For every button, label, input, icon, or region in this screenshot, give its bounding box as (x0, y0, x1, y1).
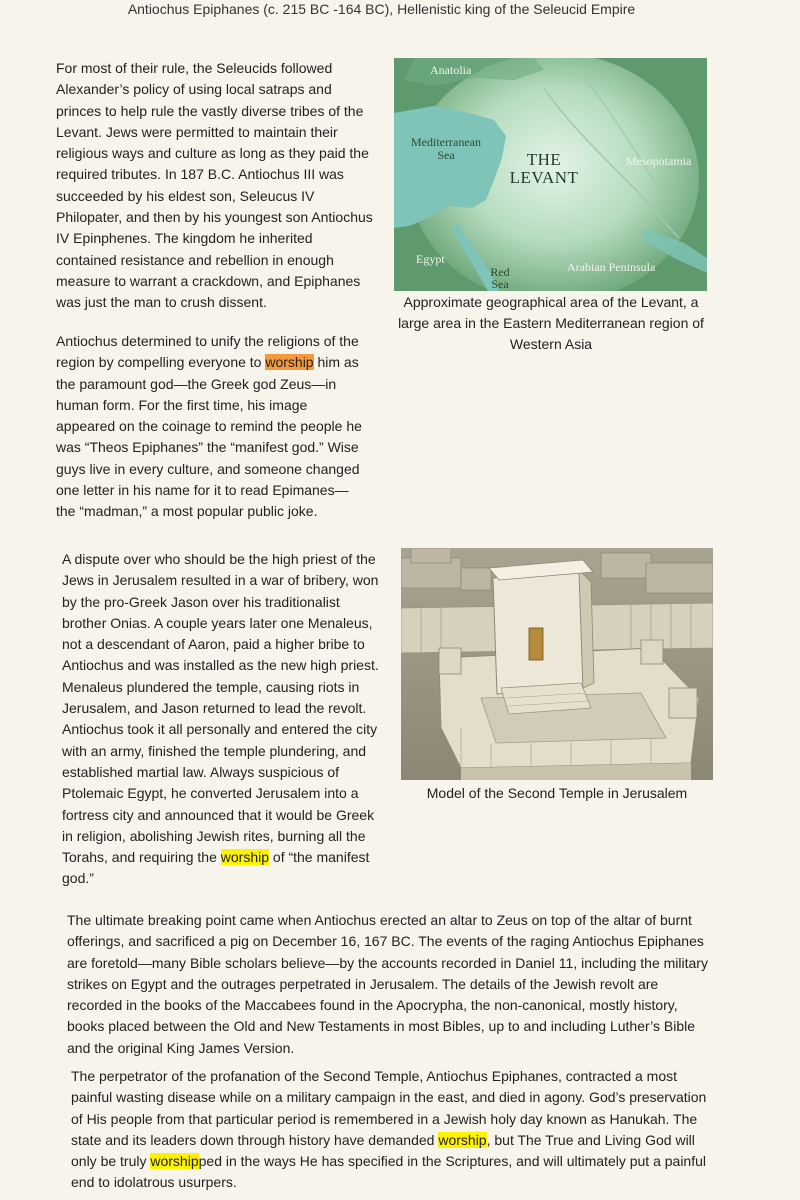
map-label-the: THE (526, 150, 562, 169)
map-label-red-sea: Sea (491, 277, 509, 291)
map-label-levant: LEVANT (509, 168, 579, 187)
map-label-mesopotamia: Mesopotamia (626, 154, 692, 168)
paragraph-breaking-point: The ultimate breaking point came when Antiochus erected an altar to Zeus on top of the altar of burnt offerings, and sacrificed a pig on December 16, 167 BC. The events of the raging Antiochus Epiphanes are foretold—many Bible scholars believe—by the accounts recorded in Daniel 11, including the military strikes on Egypt and the outrages perpetrated in Jerusalem. The details of the Jewish revolt are recorded in the books of the Maccabees found in the Apocrypha, the non-canonical, mostly history, books placed between the Old and New Testaments in most Bibles, up to and including Luther’s Bible and the original King James Version. (67, 912, 708, 1056)
map-label-anatolia: Anatolia (430, 63, 472, 77)
top-caption: Antiochus Epiphanes (c. 215 BC -164 BC), Hellenistic king of the Seleucid Empire (127, 1, 636, 17)
map-caption: Approximate geographical area of the Levant, a large area in the Eastern Mediterranean region of Western Asia (398, 294, 704, 352)
highlight-worship-yellow: worship (438, 1131, 487, 1148)
paragraph-text: Antiochus determined to unify the religions of the region by compelling everyone to (56, 333, 359, 371)
temple-caption: Model of the Second Temple in Jerusalem (426, 785, 688, 801)
map-label-sea: Sea (437, 148, 455, 162)
paragraph-text: A dispute over who should be the high priest of the Jews in Jerusalem resulted in a war of bribery, won by the pro-Greek Jason over his traditionalist brother Onias. A couple years later one Menaleus, not a descendant of Aaron, paid a higher bribe to Antiochus and was installed as the new high priest. Menaleus plundered the temple, causing riots in Jerusalem, and Jason returned to lead the revolt. Antiochus took it all personally and entered the city with an army, finished the temple plundering, and established martial law. Always suspicious of Ptolemaic Egypt, he converted Jerusalem into a fortress city and announced that it would be Greek in religion, abolishing Jewish rites, burning all the Torahs, and requiring the (62, 551, 379, 866)
highlight-worship-yellow: worship (150, 1153, 199, 1170)
temple-model-graphic (401, 548, 713, 780)
paragraph-profanation (71, 1066, 721, 1194)
second-temple-model-image (401, 548, 713, 780)
paragraph-seleucid-rule: For most of their rule, the Seleucids followed Alexander’s policy of using local satraps and princes to help rule the vastly diverse tribes of the Levant. Jews were permitted to maintain their religious ways and culture as long as they paid the required tributes. In 187 B.C. Antiochus III was succeeded by his eldest son, Seleucus IV Philopater, and then by his youngest son Antiochus IV Epinphenes. The kingdom he inherited contained resistance and rebellion in enough measure to warrant a crackdown, and Epiphanes was just the man to crush dissent. (56, 60, 373, 311)
map-label-red: Red (490, 265, 510, 279)
paragraph-text: , but The True and Living God will only be truly (71, 1131, 695, 1170)
paragraph-high-priest-dispute (62, 549, 380, 890)
map-label-mediterranean: Mediterranean (411, 135, 481, 149)
map-label-the-levant (494, 151, 594, 187)
paragraph-text: The perpetrator of the profanation of the Second Temple, Antiochus Epiphanes, contracted a most painful wasting disease while on a military campaign in the east, and died in agony. God’s preservation of His people from that particular period is remembered in a Jewish holy day known as Hanukah. The state and its leaders down through history have demanded (71, 1068, 707, 1148)
highlight-worship-orange: worship (265, 354, 314, 371)
paragraph-text: ped in the ways He has specified in the Scriptures, and will ultimately put a painful end to idolatrous usurpers. (71, 1153, 707, 1191)
paragraph-antiochus-worship (56, 331, 368, 523)
map-label-arabian-peninsula: Arabian Peninsula (567, 260, 656, 274)
paragraph-text: him as the paramount god—the Greek god Zeus—in human form. For the first time, his image appeared on the coinage to remind the people he was “Theos Epiphanes” the “manifest god.” Wise guys live in every culture, and someone changed one letter in his name for it to read Epimanes—the “madman,” a most popular public joke. (56, 354, 362, 520)
highlight-worship-yellow: worship (220, 849, 270, 866)
map-label-egypt: Egypt (416, 252, 445, 266)
paragraph-text: of “the manifest god.” (62, 849, 370, 887)
